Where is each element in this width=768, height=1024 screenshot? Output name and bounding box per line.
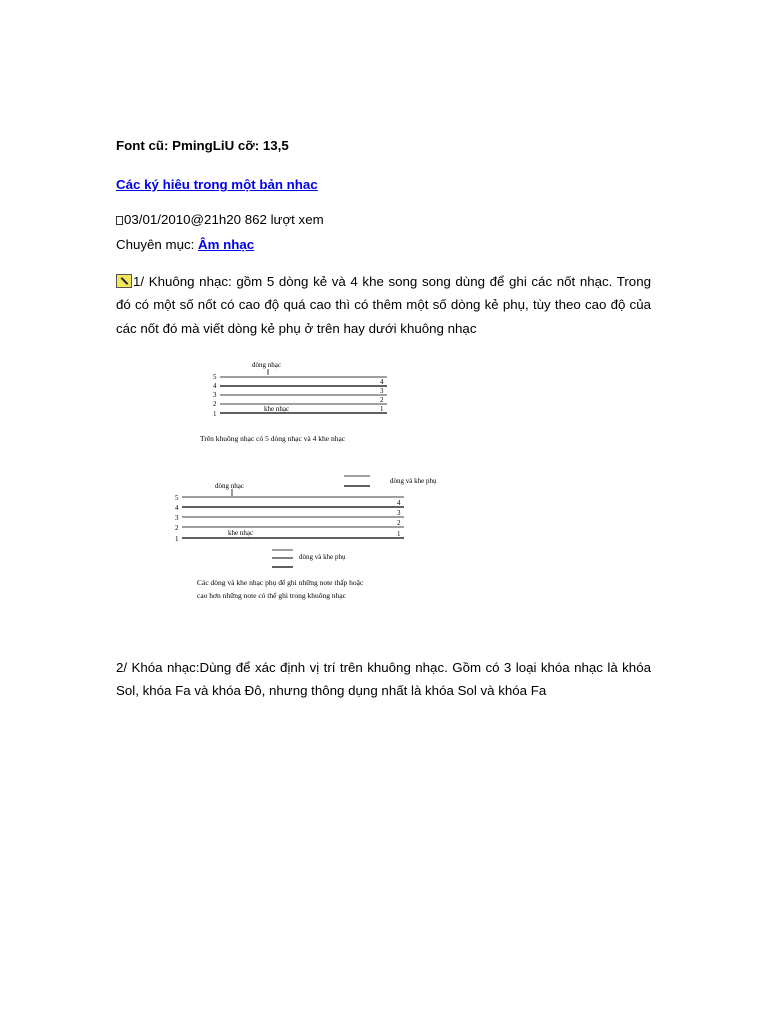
line-number: 3 bbox=[213, 391, 217, 399]
line-number: 4 bbox=[213, 382, 217, 390]
section-2-paragraph: 2/ Khóa nhạc:Dùng để xác định vị trí trên khuông nhạc. Gồm có 3 loại khóa nhạc là khóa Sol, khóa Fa và khóa Đô, nhưng thông dụng nhất là khóa Sol và khóa Fa bbox=[116, 660, 651, 699]
space-number: 2 bbox=[380, 396, 384, 404]
pencil-icon bbox=[116, 274, 132, 288]
line-number: 4 bbox=[175, 504, 179, 512]
line-number: 5 bbox=[213, 373, 217, 381]
document-icon bbox=[116, 216, 123, 225]
staff-diagram-1 bbox=[200, 355, 400, 450]
category-label: Chuyên mục: bbox=[116, 237, 199, 252]
line-number: 2 bbox=[175, 524, 179, 532]
diagram1-space-label: khe nhạc bbox=[264, 405, 290, 413]
section-1-paragraph bbox=[116, 270, 651, 340]
space-number: 2 bbox=[397, 519, 401, 527]
line-number: 5 bbox=[175, 494, 179, 502]
space-number: 4 bbox=[397, 499, 401, 507]
space-number: 1 bbox=[380, 405, 384, 413]
category-link[interactable]: Âm nhạc bbox=[198, 237, 255, 252]
article-category bbox=[116, 237, 254, 253]
space-number: 1 bbox=[397, 530, 401, 538]
section-1-text: 1/ Khuông nhạc: gồm 5 dòng kẻ và 4 khe song song dùng để ghi các nốt nhạc. Trong đó có một số nốt có cao độ quá cao thì có thêm một số dòng kẻ phụ, tùy theo cao độ của các nốt đó mà viết dòng kẻ phụ ở trên hay dưới khuông nhạc bbox=[116, 274, 651, 336]
article-meta-text: 03/01/2010@21h20 862 lượt xem bbox=[124, 212, 324, 227]
line-number: 3 bbox=[175, 514, 179, 522]
diagram1-caption: Trên khuông nhạc có 5 dòng nhạc và 4 khe nhạc bbox=[200, 434, 346, 443]
diagram1-line-label: dòng nhạc bbox=[252, 361, 281, 369]
space-number: 3 bbox=[397, 509, 401, 517]
diagram2-ledger-label-bottom: dòng và khe phụ bbox=[299, 553, 346, 561]
article-title-link[interactable]: Các ký hiêu trong một bản nhac bbox=[116, 177, 318, 192]
line-number: 1 bbox=[213, 410, 217, 418]
article-title-container bbox=[116, 177, 318, 193]
old-font-note: Font cũ: PmingLiU cỡ: 13,5 bbox=[116, 138, 289, 153]
article-meta bbox=[116, 212, 324, 228]
diagram2-caption-line-2: cao hơn những note có thể ghi trong khuông nhạc bbox=[197, 591, 347, 600]
line-number: 2 bbox=[213, 400, 217, 408]
diagram2-caption-line-1: Các dòng và khe nhạc phụ để ghi những note thấp hoặc bbox=[197, 578, 364, 587]
diagram2-line-label: dòng nhạc bbox=[215, 482, 244, 490]
space-number: 3 bbox=[380, 387, 384, 395]
diagram2-ledger-label-top: dòng và khe phụ bbox=[390, 477, 437, 485]
space-number: 4 bbox=[380, 378, 384, 386]
line-number: 1 bbox=[175, 535, 179, 543]
diagram2-space-label: khe nhạc bbox=[228, 529, 254, 537]
staff-diagram-2 bbox=[170, 470, 470, 605]
